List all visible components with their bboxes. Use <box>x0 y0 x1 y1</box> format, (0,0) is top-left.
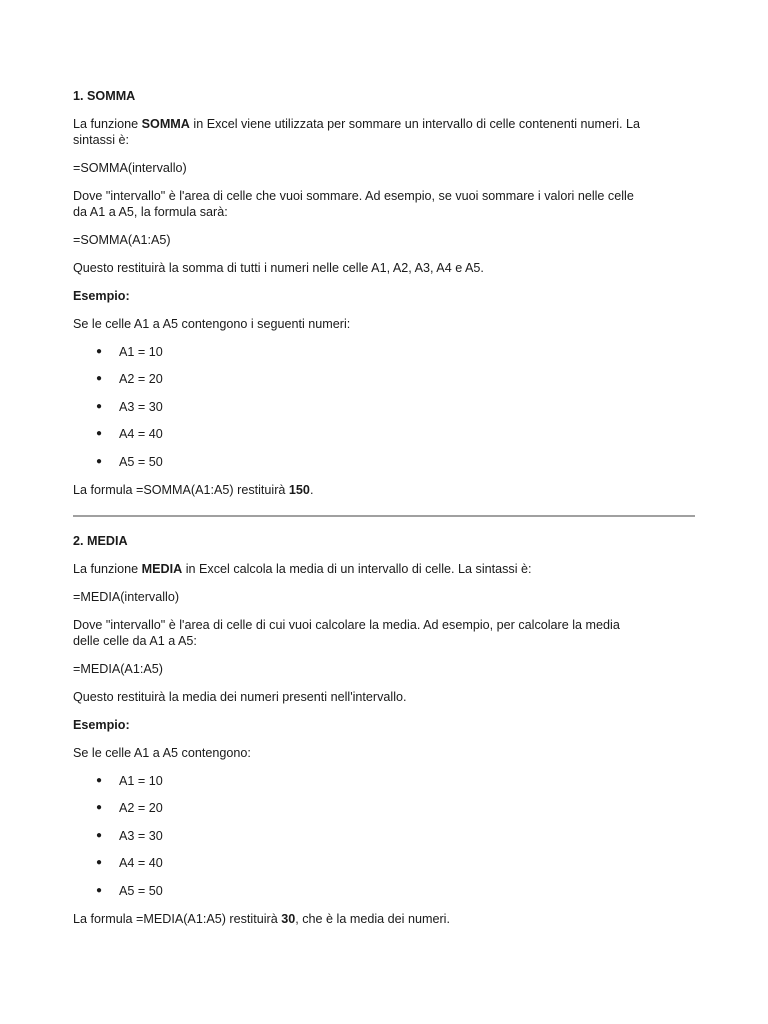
section-somma <box>73 88 695 498</box>
bullet-icon: ● <box>96 455 103 467</box>
bullet-icon: ● <box>96 400 103 412</box>
values-list <box>73 344 695 470</box>
conclusion-text-end: , che è la media dei numeri. <box>295 911 450 926</box>
bullet-icon: ● <box>96 345 103 357</box>
list-item <box>73 399 695 415</box>
conclusion-text: La formula =MEDIA(A1:A5) restituirà <box>73 911 282 926</box>
bullet-icon: ● <box>96 802 103 813</box>
intro-text: La funzione <box>73 562 142 576</box>
example-intro: Se le celle A1 a A5 contengono i seguenti numeri: <box>73 317 351 331</box>
formula-line: =SOMMA(A1:A5) <box>73 233 171 247</box>
conclusion-text: La formula =SOMMA(A1:A5) restituirà <box>73 482 289 497</box>
list-item <box>73 800 695 816</box>
list-item <box>73 454 695 470</box>
section-divider <box>73 515 695 517</box>
bullet-icon: ● <box>96 884 103 896</box>
example-label: Esempio: <box>73 718 130 732</box>
section-heading: 2. MEDIA <box>73 534 128 548</box>
bullet-icon: ● <box>96 373 103 384</box>
list-item <box>73 883 695 899</box>
example-intro: Se le celle A1 a A5 contengono: <box>73 746 251 760</box>
list-item-text: A5 = 50 <box>119 883 163 898</box>
result-value: 30 <box>281 911 296 926</box>
bullet-icon: ● <box>96 774 103 786</box>
explain-line2: da A1 a A5, la formula sarà: <box>73 205 228 219</box>
intro-text-rest: in Excel calcola la media di un intervallo di celle. La sintassi è: <box>182 562 532 576</box>
list-item-text: A2 = 20 <box>119 372 163 386</box>
intro-text-rest: in Excel viene utilizzata per sommare un intervallo di celle contenenti numeri. La <box>189 117 641 131</box>
list-item-text: A5 = 50 <box>119 454 163 469</box>
example-label: Esempio: <box>73 289 130 303</box>
bullet-icon: ● <box>96 829 103 841</box>
list-item <box>73 828 695 844</box>
explain-line1: Dove "intervallo" è l'area di celle che vuoi sommare. Ad esempio, se vuoi sommare i valori nelle celle <box>73 189 634 203</box>
intro-text-line2: sintassi è: <box>73 133 129 147</box>
list-item <box>73 371 695 387</box>
list-item-text: A4 = 40 <box>119 856 163 870</box>
bullet-icon: ● <box>96 857 103 868</box>
conclusion-paragraph <box>73 482 695 498</box>
list-item-text: A2 = 20 <box>119 801 163 815</box>
function-name: MEDIA <box>141 562 183 576</box>
function-name: SOMMA <box>141 117 190 131</box>
bullet-icon: ● <box>96 428 103 439</box>
result-paragraph: Questo restituirà la somma di tutti i numeri nelle celle A1, A2, A3, A4 e A5. <box>73 261 484 275</box>
result-paragraph: Questo restituirà la media dei numeri presenti nell'intervallo. <box>73 690 407 704</box>
syntax-line: =MEDIA(intervallo) <box>73 590 180 604</box>
list-item-text: A1 = 10 <box>119 773 163 788</box>
explain-paragraph <box>73 617 695 649</box>
syntax-line: =SOMMA(intervallo) <box>73 161 187 175</box>
list-item-text: A3 = 30 <box>119 399 163 414</box>
list-item <box>73 855 695 871</box>
formula-line: =MEDIA(A1:A5) <box>73 662 163 676</box>
values-list <box>73 773 695 899</box>
list-item <box>73 773 695 789</box>
explain-line2: delle celle da A1 a A5: <box>73 634 197 648</box>
intro-text: La funzione <box>73 117 142 131</box>
list-item-text: A4 = 40 <box>119 427 163 441</box>
conclusion-paragraph <box>73 911 695 927</box>
section-media <box>73 533 695 927</box>
intro-paragraph <box>73 561 695 577</box>
list-item <box>73 344 695 360</box>
list-item-text: A1 = 10 <box>119 344 163 359</box>
intro-paragraph <box>73 116 695 148</box>
list-item-text: A3 = 30 <box>119 828 163 843</box>
list-item <box>73 426 695 442</box>
section-heading: 1. SOMMA <box>73 89 136 103</box>
explain-paragraph <box>73 188 695 220</box>
result-value: 150 <box>288 482 310 497</box>
conclusion-text-end: . <box>309 482 314 497</box>
explain-line1: Dove "intervallo" è l'area di celle di cui vuoi calcolare la media. Ad esempio, per calcolare la media <box>73 618 620 632</box>
